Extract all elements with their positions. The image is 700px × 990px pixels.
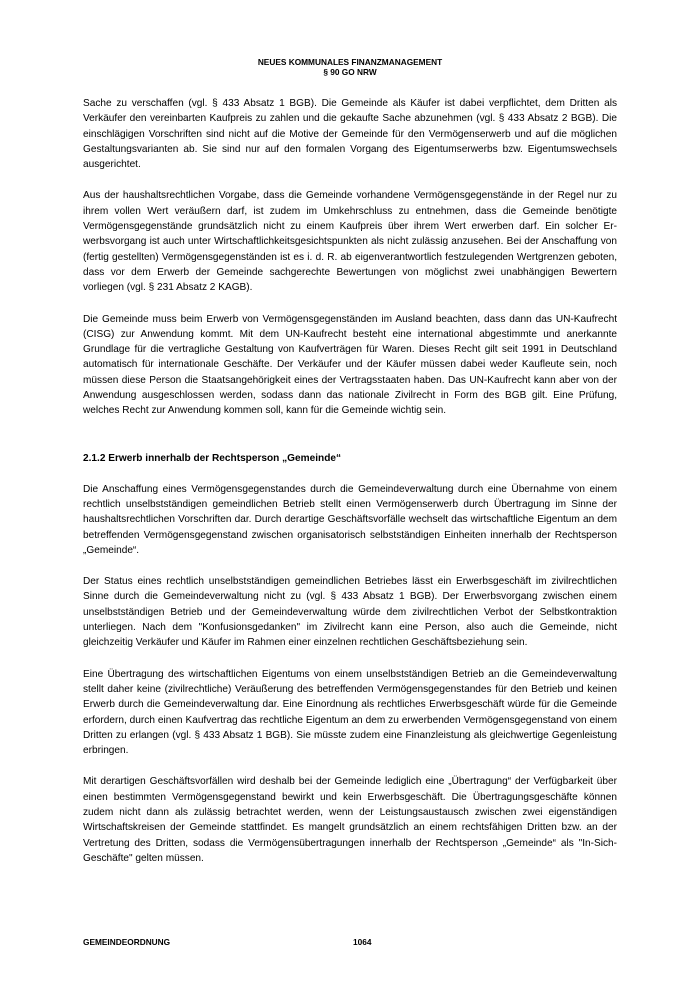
paragraph: Die Anschaffung eines Vermögensgegenstandes durch die Gemeindeverwaltung durch eine Übernahme von einem rechtlich unselbstständigen gemeindlichen Betrieb stellt einen Vermögenserwerb durch Übertragung im Sinne der haushaltsrechtlichen Vorschriften dar. Durch derartige Geschäftsvorfälle wechselt das wirtschaftliche Eigentum an dem betreffenden Vermögensgegenstand zwischen organisatorisch selbstständigen Einheiten innerhalb der Rechtsperson „Gemeinde“.	[83, 483, 617, 556]
footer-label: GEMEINDEORDNUNG	[83, 937, 171, 947]
paragraph: Aus der haushaltsrechtlichen Vorgabe, dass die Gemeinde vorhandene Vermögensgegenstände in der Regel nur zu ihrem vollen Wert veräußern darf, ist zudem im Umkehrschluss zu entnehmen, dass die Gemeinde benötigte Vermögensgegenstände grundsätzlich nicht zu einem Kaufpreis über ihrem Wert erwerben darf. Ein solcher Erwerbsvorgang ist auch unter Wirtschaftlichkeitsgesichtspunkten als nicht zulässig anzusehen. Bei der Anschaffung von (fertig gestellten) Vermögensgegenständen ist es i. d. R. ab eigenverantwortlich festzulegenden Wertgrenzen geboten, dass vor dem Erwerb der Gemeinde sachgerechte Bewertungen von möglichst zwei unabhängigen Bewertern vorliegen (vgl. § 231 Absatz 2 KAGB).	[83, 190, 617, 294]
paragraph: Eine Übertragung des wirtschaftlichen Eigentums von einem unselbstständigen Betrieb an die Gemeindeverwaltung stellt daher keine (zivilrechtliche) Veräußerung des betreffenden Vermögensgegenstandes für den Betrieb und keinen Erwerb durch die Gemeindeverwaltung dar. Eine Einordnung als rechtliches Erwerbsgeschäft würde für die Gemeinde erfordern, durch einen Kaufvertrag das rechtliche Eigentum an dem zu erwerbenden Vermögensgegenstand von einem Dritten zu erlangen (vgl. § 433 Absatz 1 BGB). Sie müsste zudem eine Finanzleistung als gleichwertige Gegenleistung erbringen.	[83, 668, 617, 757]
header-subtitle: § 90 GO NRW	[323, 67, 377, 77]
page-number: 1064	[353, 937, 372, 947]
document-body	[83, 96, 617, 866]
paragraph: Mit derartigen Geschäftsvorfällen wird deshalb bei der Gemeinde lediglich eine „Übertragung“ der Verfügbarkeit über einen bestimmten Vermögensgegenstand bewirkt und kein Erwerbsgeschäft. Die Übertragungsgeschäfte können zudem nicht dann als zulässig betrachtet werden, wenn der Leistungsaustausch zwischen zwei eigenständigen Wirtschaftskreisen der Gemeinde stattfindet. Es mangelt grundsätzlich an einem rechtsfähigen Dritten bzw. an der Vertretung des Dritten, sodass die Vermögensübertragungen innerhalb der Rechtsperson „Gemeinde“ als "In-Sich-Geschäfte" gelten müssen.	[83, 776, 617, 864]
paragraph: Sache zu verschaffen (vgl. § 433 Absatz 1 BGB). Die Gemeinde als Käufer ist dabei verpflichtet, dem Dritten als Verkäufer den vereinbarten Kaufpreis zu zahlen und die gekaufte Sache abzunehmen (vgl. § 433 Absatz 2 BGB). Die einschlägigen Vorschriften sind nicht auf die Motive der Gemeinde für den Vermögenserwerb und auf die möglichen Gestaltungsvarianten ab. Sie sind nur auf den formalen Vorgang des Eigentumserwerbs bzw. Eigentumswechsels ausgerichtet.	[83, 98, 617, 171]
paragraph: Der Status eines rechtlich unselbstständigen gemeindlichen Betriebes lässt ein Erwerbsgeschäft im zivilrechtlichen Sinne durch die Gemeindeverwaltung nicht zu (vgl. § 433 Absatz 1 BGB). Der Erwerbsvorgang zwischen einem unselbstständigen Betrieb und der Gemeindeverwaltung würde dem zivilrechtlichen Verbot der Selbstkontraktion unterliegen. Nach dem "Konfusionsgedanken" im Zivilrecht kann eine Person, also auch die Gemeinde, nicht gleichzeitig Verkäufer und Käufer im Rahmen einer einzelnen rechtlichen Geschäftsbeziehung sein.	[83, 576, 617, 649]
page-header	[0, 57, 700, 77]
header-title: NEUES KOMMUNALES FINANZMANAGEMENT	[257, 57, 443, 67]
section-heading: 2.1.2 Erwerb innerhalb der Rechtsperson „Gemeinde“	[83, 452, 342, 464]
paragraph: Die Gemeinde muss beim Erwerb von Vermögensgegenständen im Ausland beachten, dass dann das UN-Kaufrecht (CISG) zur Anwendung kommt. Mit dem UN-Kaufrecht besteht eine international abgestimmte und anerkannte Grundlage für die vertragliche Gestaltung von Kaufverträgen für Waren. Dieses Recht gilt seit 1991 in Deutschland automatisch für internationale Geschäfte. Der Verkäufer und der Käufer müssen dabei weder Kaufleute sein, noch müssen diese Person die Staatsangehörigkeit eines der Vertragsstaaten haben. Das UN-Kaufrecht kann aber von der Anwendung ausgeschlossen werden, sodass dann das nationale Zivilrecht in Form des BGB gilt. Eine Prüfung, welches Recht zur Anwendung kommen soll, kann für die Gemeinde wichtig sein.	[83, 313, 617, 417]
